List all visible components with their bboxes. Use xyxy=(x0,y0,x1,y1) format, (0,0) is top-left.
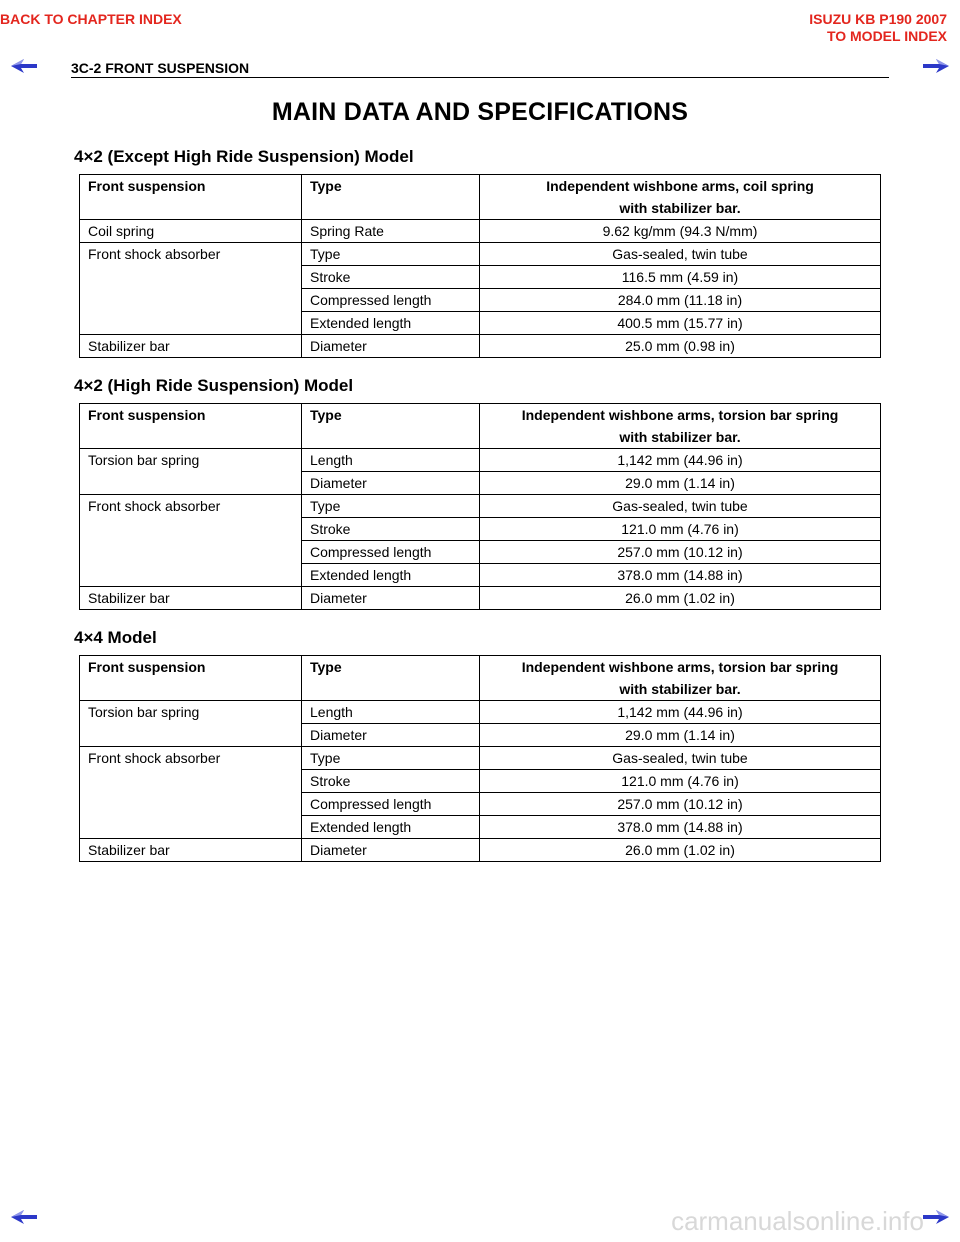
cell: Diameter xyxy=(302,839,480,862)
table-row xyxy=(80,701,881,724)
table-row xyxy=(80,747,881,770)
cell: Stroke xyxy=(302,770,480,793)
section-4x2-high-ride xyxy=(74,375,881,610)
section-heading: 4×2 (High Ride Suspension) Model xyxy=(74,376,354,395)
cell: Stroke xyxy=(302,518,480,541)
model-links xyxy=(809,11,947,45)
table-header-row xyxy=(80,175,881,220)
cell: 25.0 mm (0.98 in) xyxy=(480,335,881,358)
cell xyxy=(80,724,302,747)
cell: Type xyxy=(302,175,480,220)
cell-line: Independent wishbone arms, coil spring xyxy=(546,178,814,194)
cell: Spring Rate xyxy=(302,220,480,243)
cell: 29.0 mm (1.14 in) xyxy=(480,724,881,747)
table-row xyxy=(80,793,881,816)
spec-table xyxy=(79,655,881,862)
table-row xyxy=(80,770,881,793)
table-row xyxy=(80,495,881,518)
cell: 26.0 mm (1.02 in) xyxy=(480,839,881,862)
cell: Torsion bar spring xyxy=(80,449,302,472)
back-to-chapter-index-link[interactable]: BACK TO CHAPTER INDEX xyxy=(0,11,182,27)
watermark: carmanualsonline.info xyxy=(671,1206,924,1236)
cell-line: with stabilizer bar. xyxy=(619,200,741,216)
cell: Type xyxy=(302,656,480,701)
table-row xyxy=(80,816,881,839)
cell xyxy=(480,175,881,220)
page-title: MAIN DATA AND SPECIFICATIONS xyxy=(271,98,689,126)
cell xyxy=(80,266,302,289)
table-row xyxy=(80,472,881,495)
table-row xyxy=(80,335,881,358)
model-name-link[interactable]: ISUZU KB P190 2007 xyxy=(809,11,947,27)
cell: 9.62 kg/mm (94.3 N/mm) xyxy=(480,220,881,243)
cell: Stabilizer bar xyxy=(80,587,302,610)
cell: Gas-sealed, twin tube xyxy=(480,243,881,266)
cell: Front suspension xyxy=(80,656,302,701)
cell xyxy=(80,770,302,793)
cell: Compressed length xyxy=(302,541,480,564)
cell: 121.0 mm (4.76 in) xyxy=(480,770,881,793)
cell: Diameter xyxy=(302,724,480,747)
cell: Compressed length xyxy=(302,289,480,312)
table-header-row xyxy=(80,656,881,701)
cell xyxy=(480,656,881,701)
cell: Front suspension xyxy=(80,175,302,220)
table-row xyxy=(80,449,881,472)
header-rule xyxy=(71,77,889,78)
page-header: 3C-2 FRONT SUSPENSION xyxy=(71,60,250,76)
cell: 284.0 mm (11.18 in) xyxy=(480,289,881,312)
cell: Stabilizer bar xyxy=(80,335,302,358)
cell: Compressed length xyxy=(302,793,480,816)
cell: Torsion bar spring xyxy=(80,701,302,724)
cell: 29.0 mm (1.14 in) xyxy=(480,472,881,495)
cell: Type xyxy=(302,404,480,449)
cell: Type xyxy=(302,747,480,770)
cell: Extended length xyxy=(302,816,480,839)
table-row xyxy=(80,518,881,541)
cell: 257.0 mm (10.12 in) xyxy=(480,793,881,816)
cell xyxy=(80,312,302,335)
table-row xyxy=(80,564,881,587)
next-page-arrow-bottom-icon[interactable] xyxy=(922,1209,950,1225)
cell: Coil spring xyxy=(80,220,302,243)
table-row xyxy=(80,839,881,862)
cell: Gas-sealed, twin tube xyxy=(480,495,881,518)
cell xyxy=(80,541,302,564)
cell: Front shock absorber xyxy=(80,495,302,518)
section-heading: 4×2 (Except High Ride Suspension) Model xyxy=(74,147,414,166)
table-row xyxy=(80,724,881,747)
cell: 26.0 mm (1.02 in) xyxy=(480,587,881,610)
previous-page-arrow-bottom-icon[interactable] xyxy=(10,1209,38,1225)
cell: Length xyxy=(302,701,480,724)
cell xyxy=(80,793,302,816)
section-4x2-standard xyxy=(74,146,881,358)
cell: Front shock absorber xyxy=(80,747,302,770)
cell: Diameter xyxy=(302,587,480,610)
previous-page-arrow-icon[interactable] xyxy=(10,58,38,74)
table-row xyxy=(80,266,881,289)
cell: Front shock absorber xyxy=(80,243,302,266)
cell xyxy=(80,564,302,587)
cell-line: with stabilizer bar. xyxy=(619,681,741,697)
cell: Gas-sealed, twin tube xyxy=(480,747,881,770)
table-row xyxy=(80,289,881,312)
next-page-arrow-icon[interactable] xyxy=(922,58,950,74)
cell: Stabilizer bar xyxy=(80,839,302,862)
section-heading: 4×4 Model xyxy=(74,628,157,647)
cell-line: with stabilizer bar. xyxy=(619,429,741,445)
section-4x4 xyxy=(74,627,881,862)
cell xyxy=(80,472,302,495)
table-row xyxy=(80,243,881,266)
cell: Length xyxy=(302,449,480,472)
table-row xyxy=(80,312,881,335)
cell xyxy=(80,518,302,541)
cell: Stroke xyxy=(302,266,480,289)
cell: Extended length xyxy=(302,564,480,587)
cell: 400.5 mm (15.77 in) xyxy=(480,312,881,335)
cell xyxy=(480,404,881,449)
cell: 378.0 mm (14.88 in) xyxy=(480,816,881,839)
spec-table xyxy=(79,174,881,358)
cell: 378.0 mm (14.88 in) xyxy=(480,564,881,587)
cell: Diameter xyxy=(302,472,480,495)
cell: Type xyxy=(302,243,480,266)
cell: 1,142 mm (44.96 in) xyxy=(480,701,881,724)
cell: Type xyxy=(302,495,480,518)
table-row xyxy=(80,220,881,243)
cell: 1,142 mm (44.96 in) xyxy=(480,449,881,472)
table-row xyxy=(80,541,881,564)
cell xyxy=(80,289,302,312)
cell: 116.5 mm (4.59 in) xyxy=(480,266,881,289)
cell: 121.0 mm (4.76 in) xyxy=(480,518,881,541)
cell-line: Independent wishbone arms, torsion bar spring xyxy=(521,659,839,675)
to-model-index-link[interactable]: TO MODEL INDEX xyxy=(826,28,947,44)
cell xyxy=(80,816,302,839)
cell: Extended length xyxy=(302,312,480,335)
cell: Diameter xyxy=(302,335,480,358)
spec-table xyxy=(79,403,881,610)
cell-line: Independent wishbone arms, torsion bar spring xyxy=(521,407,839,423)
cell: Front suspension xyxy=(80,404,302,449)
cell: 257.0 mm (10.12 in) xyxy=(480,541,881,564)
table-row xyxy=(80,587,881,610)
table-header-row xyxy=(80,404,881,449)
